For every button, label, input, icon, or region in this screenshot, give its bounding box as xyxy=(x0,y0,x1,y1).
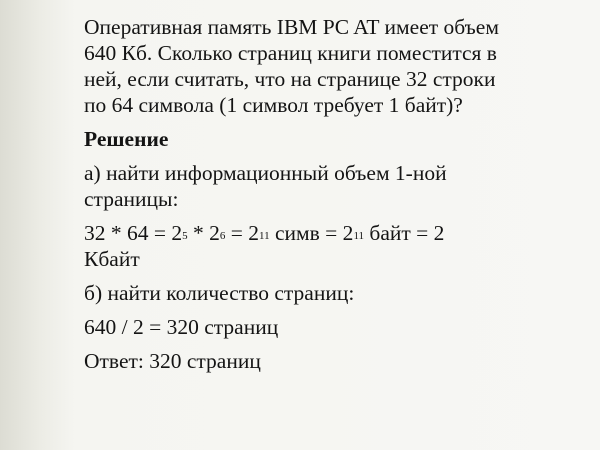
calc-part-3: = 2 xyxy=(225,221,260,245)
problem-line-3: ней, если считать, что на странице 32 строки xyxy=(84,67,496,91)
calc-exponent-3: 11 xyxy=(259,230,270,242)
step-a xyxy=(84,160,584,212)
problem-line-1: Оперативная память IBM PC AT имеет объем xyxy=(84,15,499,39)
slide-content xyxy=(84,14,584,382)
answer: Ответ: 320 страниц xyxy=(84,349,261,373)
problem-statement xyxy=(84,14,584,118)
calc-part-5: байт = 2 xyxy=(364,221,445,245)
calculation-line-2: Кбайт xyxy=(84,247,140,271)
step-a-line-2: страницы: xyxy=(84,187,179,211)
problem-line-2: 640 Кб. Сколько страниц книги поместится в xyxy=(84,41,497,65)
calc-part-1: 32 * 64 = 2 xyxy=(84,221,183,245)
calc-part-4: симв = 2 xyxy=(269,221,354,245)
problem-line-4: по 64 символа (1 символ требует 1 байт)? xyxy=(84,93,463,117)
step-b: б) найти количество страниц: xyxy=(84,281,355,305)
calculation xyxy=(84,220,584,272)
solution-heading: Решение xyxy=(84,127,169,151)
division-result: 640 / 2 = 320 страниц xyxy=(84,315,279,339)
calc-exponent-2: 6 xyxy=(219,230,226,242)
step-a-line-1: а) найти информационный объем 1-ной xyxy=(84,161,447,185)
calc-exponent-1: 5 xyxy=(182,230,188,242)
calc-part-2: * 2 xyxy=(187,221,220,245)
calculation-line-1 xyxy=(84,220,584,246)
calc-exponent-4: 11 xyxy=(353,230,365,242)
